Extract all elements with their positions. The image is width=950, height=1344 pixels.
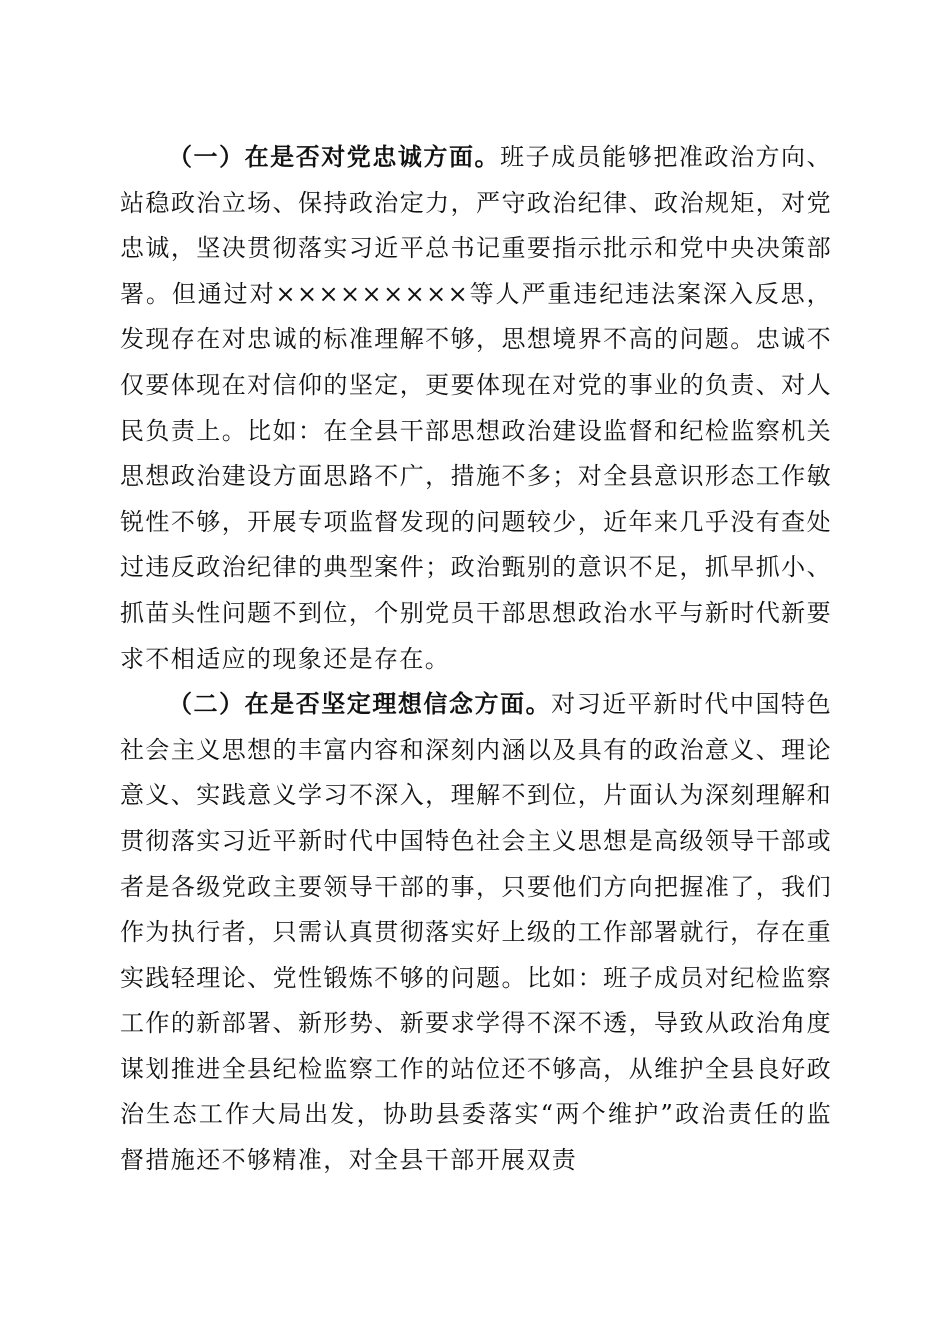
paragraph-text-ideals: 对习近平新时代中国特色社会主义思想的丰富内容和深刻内涵以及具有的政治意义、理论意义、实践意义学习不深入，理解不到位，片面认为深刻理解和贯彻落实习近平新时代中国特色社会主义思想是高级领导干部或者是各级党政主要领导干部的事，只要他们方向把握准了，我们作为执行者，只需认真贯彻落实好上级的工作部署就行，存在重实践轻理论、党性锻炼不够的问题。比如：班子成员对纪检监察工作的新部署、新形势、新要求学得不深不透，导致从政治角度谋划推进全县纪检监察工作的站位还不够高，从维护全县良好政治生态工作大局出发，协助县委落实“两个维护”政治责任的监督措施还不够精准，对全县干部开展双责	[120, 690, 832, 1175]
paragraph-heading-loyalty: （一）在是否对党忠诚方面。	[168, 143, 501, 171]
document-body	[120, 135, 832, 1184]
paragraph-ideals	[120, 682, 832, 1184]
paragraph-loyalty	[120, 135, 832, 682]
paragraph-text-loyalty: 班子成员能够把准政治方向、站稳政治立场、保持政治定力，严守政治纪律、政治规矩，对党忠诚，坚决贯彻落实习近平总书记重要指示批示和党中央决策部署。但通过对×××××××××等人严重违纪违法案深入反思，发现存在对忠诚的标准理解不够，思想境界不高的问题。忠诚不仅要体现在对信仰的坚定，更要体现在对党的事业的负责、对人民负责上。比如：在全县干部思想政治建设监督和纪检监察机关思想政治建设方面思路不广，措施不多；对全县意识形态工作敏锐性不够，开展专项监督发现的问题较少，近年来几乎没有查处过违反政治纪律的典型案件；政治甄别的意识不足，抓早抓小、抓苗头性问题不到位，个别党员干部思想政治水平与新时代新要求不相适应的现象还是存在。	[120, 143, 833, 673]
paragraph-heading-ideals: （二）在是否坚定理想信念方面。	[168, 690, 552, 719]
